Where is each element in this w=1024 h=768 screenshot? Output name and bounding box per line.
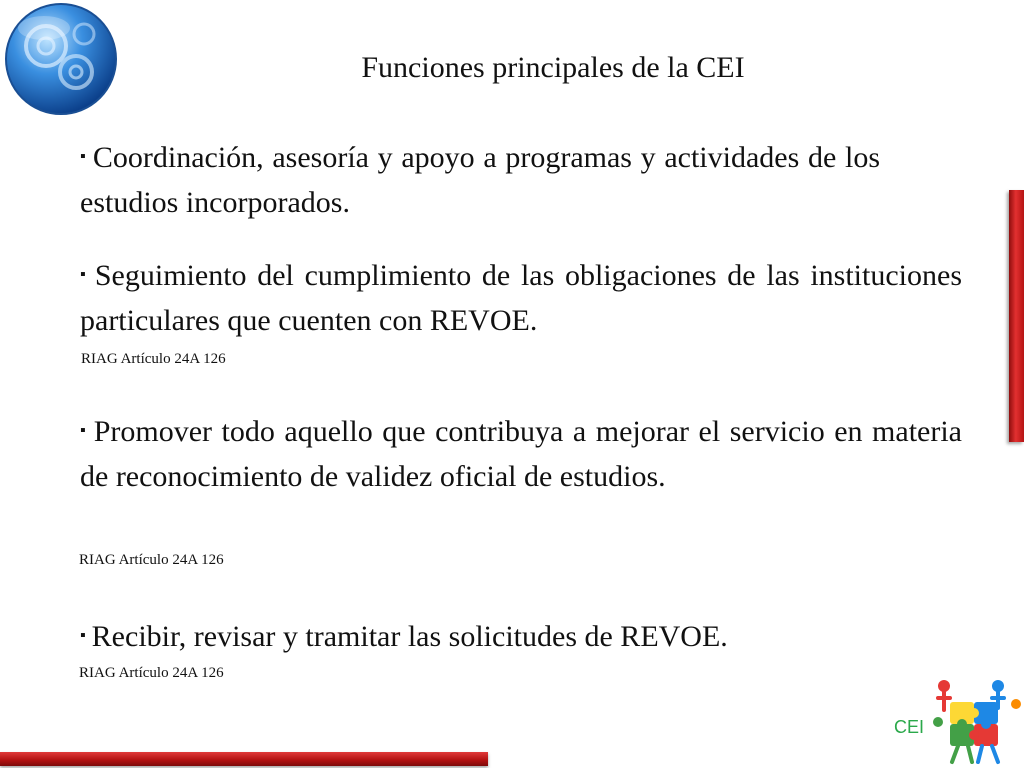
reference-note: RIAG Artículo 24A 126 [79,552,224,568]
bullet-marker-icon: ▪ [80,627,86,644]
bullet-item-promote [80,408,962,499]
reference-note: RIAG Artículo 24A 126 [79,665,224,681]
bullet-text: Promover todo aquello que contribuya a mejorar el servicio en materia de reconocimiento de validez oficial de estudios. [80,415,963,493]
bullet-text: Recibir, revisar y tramitar las solicitudes de REVOE. [91,620,728,653]
gear-globe-icon [4,2,118,116]
bottom-accent-bar [0,752,488,766]
slide-title: Funciones principales de la CEI [361,51,745,84]
bullet-item-monitoring [80,252,962,343]
bullet-item-receive [80,613,962,659]
bullet-marker-icon: ▪ [80,266,89,283]
cei-logo-label: CEI [894,717,925,737]
bullet-text: Seguimiento del cumplimiento de las obligaciones de las instituciones particulares que cuenten con REVOE. [80,259,962,337]
side-accent-bar [1009,190,1024,442]
bullet-marker-icon: ▪ [80,148,87,165]
bullet-text: Coordinación, asesoría y apoyo a programas y actividades de los estudios incorporados. [80,141,880,219]
bullet-item-coordination [80,134,880,225]
reference-note: RIAG Artículo 24A 126 [81,351,226,367]
bullet-marker-icon: ▪ [80,422,88,439]
puzzle-people-icon [928,676,1024,768]
